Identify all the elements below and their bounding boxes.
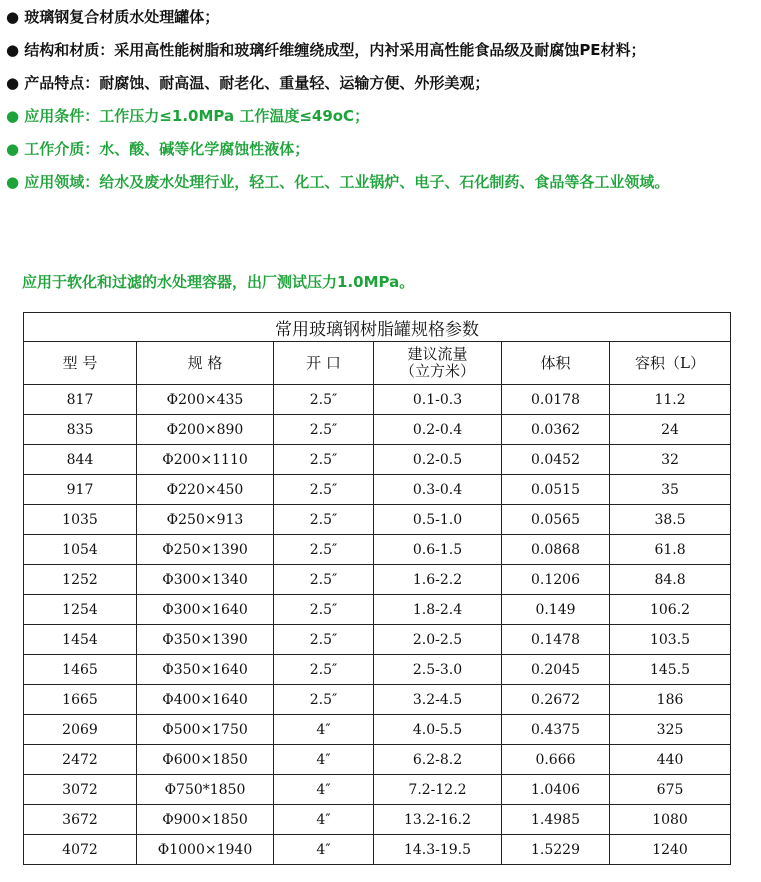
table-cell: 2472 <box>24 745 137 775</box>
table-cell: Φ350×1640 <box>137 655 274 685</box>
table-cell: 0.1478 <box>502 625 610 655</box>
table-cell: 2.5″ <box>274 445 374 475</box>
table-cell: 38.5 <box>610 505 731 535</box>
table-cell: 1.4985 <box>502 805 610 835</box>
table-row <box>24 505 731 535</box>
column-header: 建议流量 （立方米） <box>374 342 502 385</box>
table-cell: 32 <box>610 445 731 475</box>
table-cell: 3072 <box>24 775 137 805</box>
table-cell: 0.6-1.5 <box>374 535 502 565</box>
table-cell: 0.2045 <box>502 655 610 685</box>
feature-list <box>6 6 751 204</box>
table-row <box>24 805 731 835</box>
table-cell: 2.5″ <box>274 535 374 565</box>
feature-bullet: ● 应用条件：工作压力≤1.0MPa 工作温度≤49oC； <box>6 107 370 125</box>
table-cell: 440 <box>610 745 731 775</box>
table-row <box>24 385 731 415</box>
table-cell: 0.0452 <box>502 445 610 475</box>
table-cell: 1454 <box>24 625 137 655</box>
table-cell: 2069 <box>24 715 137 745</box>
table-cell: 11.2 <box>610 385 731 415</box>
table-cell: 4″ <box>274 775 374 805</box>
table-cell: 0.1206 <box>502 565 610 595</box>
table-cell: 3672 <box>24 805 137 835</box>
spec-table <box>23 312 731 865</box>
table-cell: 14.3-19.5 <box>374 835 502 865</box>
table-cell: 917 <box>24 475 137 505</box>
table-cell: 2.5″ <box>274 625 374 655</box>
table-cell: 835 <box>24 415 137 445</box>
column-header: 开 口 <box>274 342 374 385</box>
table-cell: Φ250×1390 <box>137 535 274 565</box>
table-row <box>24 475 731 505</box>
table-row <box>24 835 731 865</box>
table-cell: 844 <box>24 445 137 475</box>
feature-bullet: ● 玻璃钢复合材质水处理罐体； <box>6 8 220 26</box>
table-cell: Φ500×1750 <box>137 715 274 745</box>
table-cell: Φ220×450 <box>137 475 274 505</box>
table-cell: 2.5″ <box>274 595 374 625</box>
table-cell: 1.0406 <box>502 775 610 805</box>
table-cell: 1254 <box>24 595 137 625</box>
application-note: 应用于软化和过滤的水处理容器，出厂测试压力1.0MPa。 <box>22 273 415 291</box>
table-cell: 2.5-3.0 <box>374 655 502 685</box>
table-cell: 6.2-8.2 <box>374 745 502 775</box>
table-cell: 1.5229 <box>502 835 610 865</box>
table-cell: 1252 <box>24 565 137 595</box>
table-cell: 0.0515 <box>502 475 610 505</box>
table-cell: 325 <box>610 715 731 745</box>
column-header: 容积（L） <box>610 342 731 385</box>
table-cell: 4072 <box>24 835 137 865</box>
feature-bullet: ● 产品特点：耐腐蚀、耐高温、耐老化、重量轻、运输方便、外形美观； <box>6 74 490 92</box>
table-row <box>24 595 731 625</box>
table-cell: 0.666 <box>502 745 610 775</box>
table-cell: 1465 <box>24 655 137 685</box>
table-cell: 0.4375 <box>502 715 610 745</box>
table-cell: 1080 <box>610 805 731 835</box>
table-cell: 0.2-0.4 <box>374 415 502 445</box>
table-cell: 103.5 <box>610 625 731 655</box>
table-cell: 106.2 <box>610 595 731 625</box>
table-cell: Φ300×1340 <box>137 565 274 595</box>
table-row <box>24 565 731 595</box>
table-cell: Φ200×1110 <box>137 445 274 475</box>
table-cell: Φ1000×1940 <box>137 835 274 865</box>
table-row <box>24 625 731 655</box>
table-cell: 0.0362 <box>502 415 610 445</box>
table-cell: 3.2-4.5 <box>374 685 502 715</box>
table-cell: 4″ <box>274 835 374 865</box>
table-row <box>24 655 731 685</box>
table-cell: 1665 <box>24 685 137 715</box>
table-row <box>24 715 731 745</box>
table-cell: 0.0868 <box>502 535 610 565</box>
table-cell: 0.2672 <box>502 685 610 715</box>
table-cell: Φ900×1850 <box>137 805 274 835</box>
table-cell: Φ200×890 <box>137 415 274 445</box>
table-row <box>24 745 731 775</box>
table-cell: 0.5-1.0 <box>374 505 502 535</box>
table-row <box>24 445 731 475</box>
table-cell: 2.5″ <box>274 565 374 595</box>
table-cell: 817 <box>24 385 137 415</box>
table-row <box>24 415 731 445</box>
table-cell: 4″ <box>274 745 374 775</box>
table-cell: 7.2-12.2 <box>374 775 502 805</box>
feature-bullet: ● 工作介质：水、酸、碱等化学腐蚀性液体； <box>6 140 310 158</box>
table-cell: Φ400×1640 <box>137 685 274 715</box>
table-cell: 2.5″ <box>274 685 374 715</box>
table-cell: Φ200×435 <box>137 385 274 415</box>
table-cell: 0.2-0.5 <box>374 445 502 475</box>
feature-bullet: ● 应用领域：给水及废水处理行业，轻工、化工、工业锅炉、电子、石化制药、食品等各工业领域。 <box>6 173 670 191</box>
table-cell: 2.5″ <box>274 505 374 535</box>
table-row <box>24 685 731 715</box>
table-row <box>24 535 731 565</box>
table-cell: 2.5″ <box>274 475 374 505</box>
table-caption: 常用玻璃钢树脂罐规格参数 <box>24 313 731 342</box>
table-cell: 186 <box>610 685 731 715</box>
table-cell: 0.149 <box>502 595 610 625</box>
table-cell: 145.5 <box>610 655 731 685</box>
table-cell: Φ600×1850 <box>137 745 274 775</box>
table-cell: 0.0565 <box>502 505 610 535</box>
table-cell: 2.5″ <box>274 655 374 685</box>
table-cell: 1240 <box>610 835 731 865</box>
table-cell: 1.6-2.2 <box>374 565 502 595</box>
table-cell: 84.8 <box>610 565 731 595</box>
table-cell: 2.5″ <box>274 385 374 415</box>
table-cell: 0.0178 <box>502 385 610 415</box>
table-cell: 4.0-5.5 <box>374 715 502 745</box>
table-cell: 1.8-2.4 <box>374 595 502 625</box>
column-header: 规 格 <box>137 342 274 385</box>
table-header-row <box>24 342 731 385</box>
table-cell: 0.3-0.4 <box>374 475 502 505</box>
table-cell: 1035 <box>24 505 137 535</box>
table-cell: 4″ <box>274 805 374 835</box>
feature-bullet: ● 结构和材质：采用高性能树脂和玻璃纤维缠绕成型，内衬采用高性能食品级及耐腐蚀PE材料； <box>6 41 646 59</box>
table-cell: 2.5″ <box>274 415 374 445</box>
table-row <box>24 775 731 805</box>
table-cell: 61.8 <box>610 535 731 565</box>
table-cell: Φ300×1640 <box>137 595 274 625</box>
table-cell: 1054 <box>24 535 137 565</box>
table-cell: 675 <box>610 775 731 805</box>
table-body <box>24 385 731 865</box>
column-header: 型 号 <box>24 342 137 385</box>
table-cell: Φ350×1390 <box>137 625 274 655</box>
table-cell: Φ750*1850 <box>137 775 274 805</box>
table-cell: 0.1-0.3 <box>374 385 502 415</box>
table-cell: 4″ <box>274 715 374 745</box>
table-cell: 2.0-2.5 <box>374 625 502 655</box>
table-cell: 24 <box>610 415 731 445</box>
column-header: 体积 <box>502 342 610 385</box>
table-cell: Φ250×913 <box>137 505 274 535</box>
table-cell: 13.2-16.2 <box>374 805 502 835</box>
table-cell: 35 <box>610 475 731 505</box>
